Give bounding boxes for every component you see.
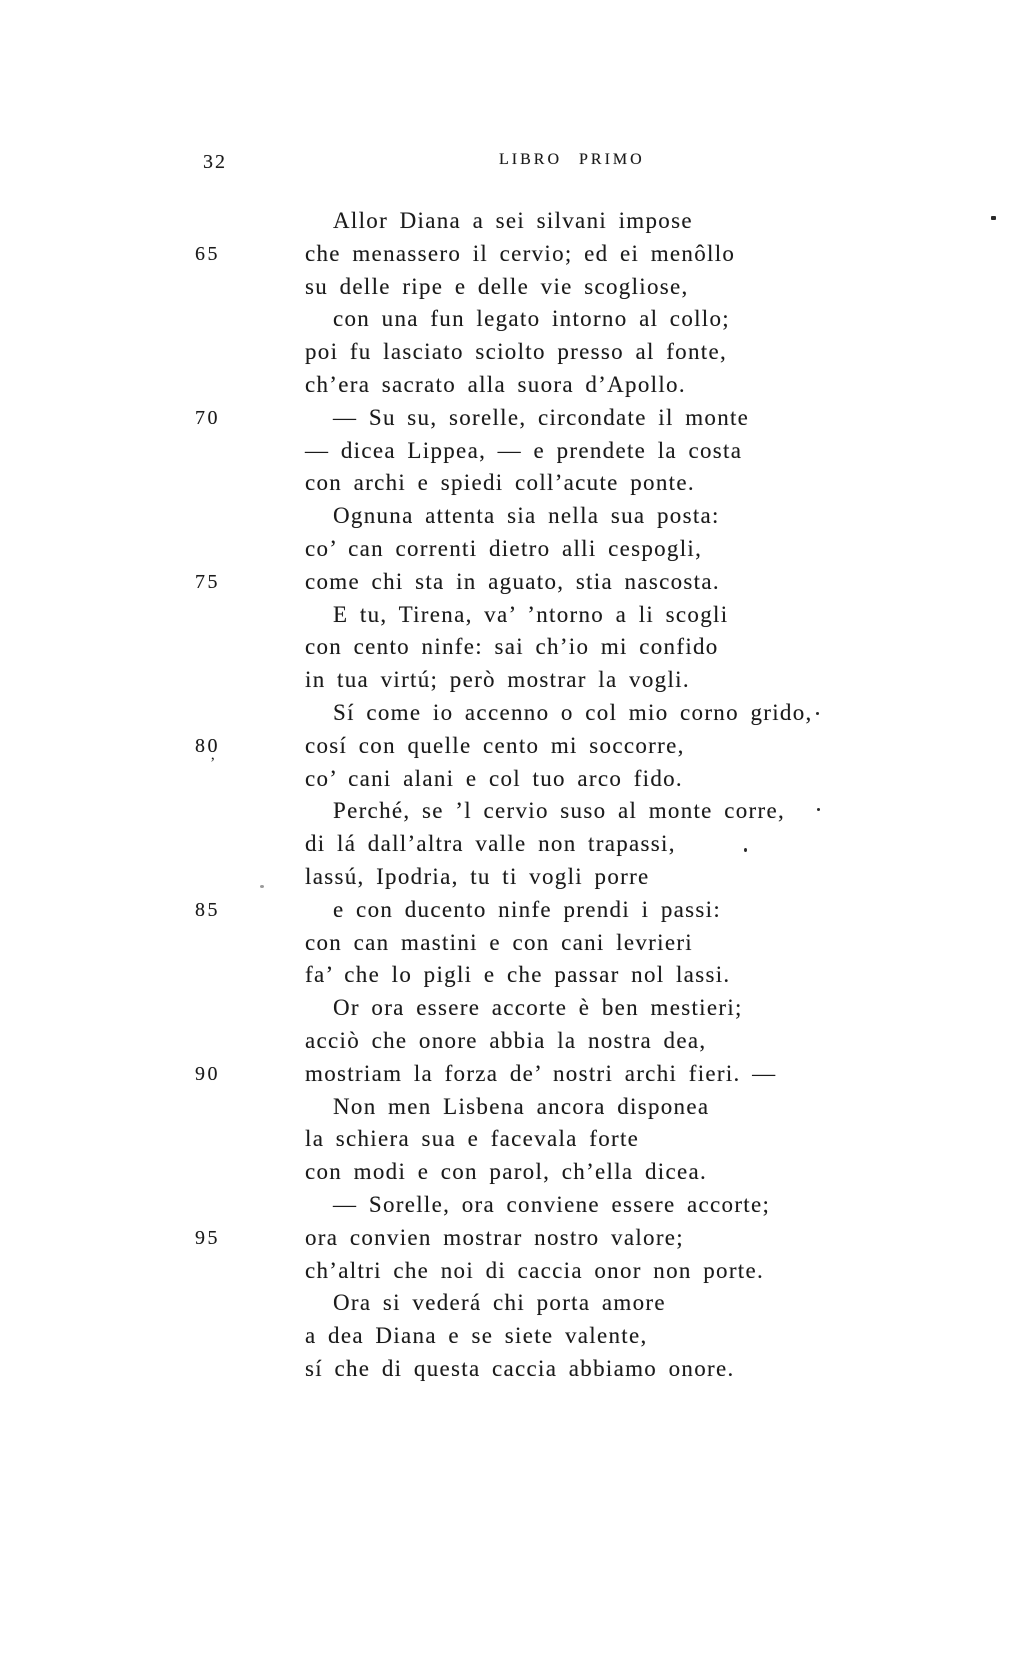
page-number: 32 [203, 151, 227, 173]
poem-line: Ora si vederá chi porta amore [333, 1290, 666, 1316]
poem-line: con modi e con parol, ch’ella dicea. [305, 1159, 708, 1185]
poem-line: la schiera sua e facevala forte [305, 1126, 640, 1152]
poem-line: Ognuna attenta sia nella sua posta: [333, 503, 720, 529]
poem-line: Non men Lisbena ancora disponea [333, 1093, 710, 1119]
poem-line: a dea Diana e se siete valente, [305, 1323, 648, 1349]
verse-number: 80 [195, 734, 220, 757]
verse-number: 70 [195, 406, 220, 429]
poem-line: fa’ che lo pigli e che passar nol lassi. [305, 962, 731, 988]
scan-speck [991, 216, 996, 220]
poem-line: lassú, Ipodria, tu ti vogli porre [305, 863, 650, 889]
scan-speck [817, 808, 820, 811]
poem-line: Perché, se ’l cervio suso al monte corre, [333, 798, 786, 824]
poem-line: su delle ripe e delle vie scogliose, [305, 273, 689, 299]
poem-line: — Su su, sorelle, circondate il monte [333, 404, 750, 430]
poem-line: con una fun legato intorno al collo; [333, 306, 730, 332]
poem-line: ch’era sacrato alla suora d’Apollo. [305, 371, 686, 397]
poem-line: sí che di questa caccia abbiamo onore. [305, 1355, 735, 1381]
poem-line: in tua virtú; però mostrar la vogli. [305, 667, 690, 693]
poem-line: Sí come io accenno o col mio corno grido, [333, 699, 813, 725]
poem-line: — dicea Lippea, — e prendete la costa [305, 437, 743, 463]
verse-number: 90 [195, 1062, 220, 1085]
poem-line: con cento ninfe: sai ch’io mi confido [305, 634, 719, 660]
scan-artifact-apostrophe: ’ [210, 755, 216, 772]
verse-number: 75 [195, 570, 220, 593]
poem-line: che menassero il cervio; ed ei menôllo [305, 240, 736, 266]
running-header: LIBRO PRIMO [499, 151, 645, 168]
verse-number: 85 [195, 898, 220, 921]
poem-text-block [305, 205, 995, 1386]
poem-line: ora convien mostrar nostro valore; [305, 1224, 684, 1250]
poem-line: Allor Diana a sei silvani impose [333, 208, 693, 233]
poem-line: con archi e spiedi coll’acute ponte. [305, 470, 695, 496]
verse-number: 65 [195, 242, 220, 265]
poem-line: Or ora essere accorte è ben mestieri; [333, 995, 743, 1021]
poem-line: mostriam la forza de’ nostri archi fieri. — [305, 1060, 777, 1086]
scan-speck [744, 848, 747, 852]
poem-line: poi fu lasciato sciolto presso al fonte, [305, 339, 728, 365]
poem-line: di lá dall’altra valle non trapassi, [305, 831, 676, 857]
poem-line: co’ cani alani e col tuo arco fido. [305, 765, 683, 791]
poem-line: E tu, Tirena, va’ ’ntorno a li scogli [333, 601, 729, 627]
poem-line: come chi sta in aguato, stia nascosta. [305, 568, 720, 594]
scan-speck [816, 712, 819, 715]
poem-line: con can mastini e con cani levrieri [305, 929, 693, 955]
poem-line: e con ducento ninfe prendi i passi: [333, 896, 722, 922]
poem-line: cosí con quelle cento mi soccorre, [305, 732, 685, 758]
scan-speck [260, 885, 264, 888]
poem-line: acciò che onore abbia la nostra dea, [305, 1027, 707, 1053]
poem-line: ch’altri che noi di caccia onor non porte. [305, 1257, 765, 1283]
poem-line: — Sorelle, ora conviene essere accorte; [333, 1191, 771, 1217]
verse-number: 95 [195, 1226, 220, 1249]
poem-line: co’ can correnti dietro alli cespogli, [305, 535, 703, 561]
